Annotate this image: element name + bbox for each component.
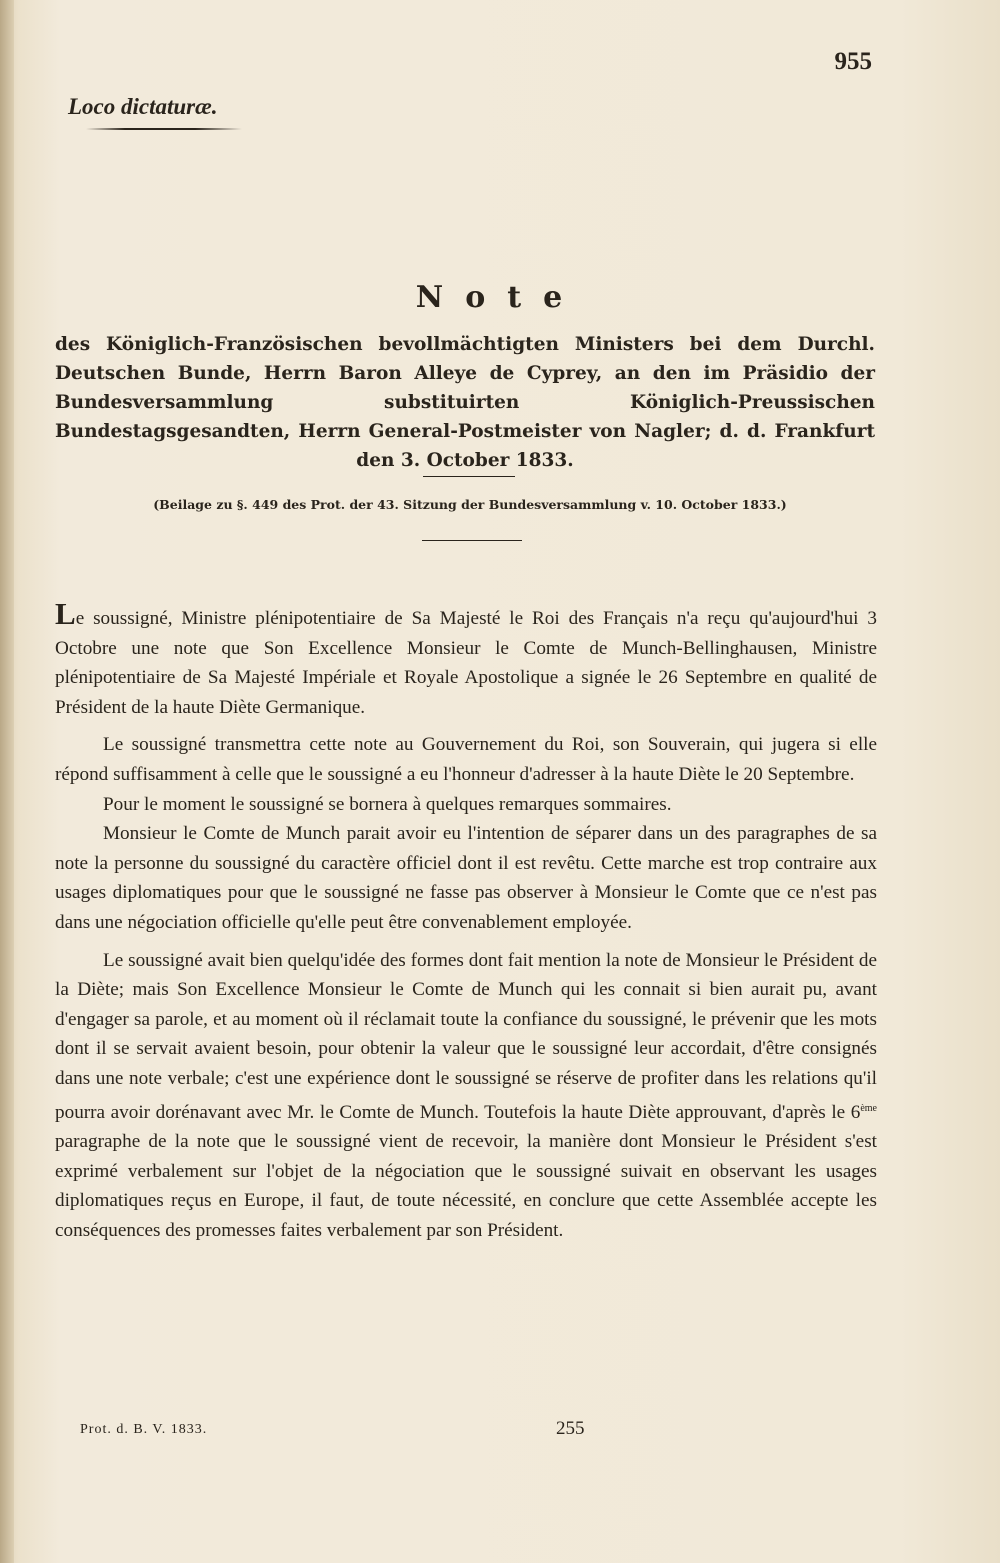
loco-underline: [86, 128, 242, 130]
divider-rule-lower: [422, 540, 522, 541]
paragraph-5: [55, 946, 877, 1246]
note-heading: des Königlich-Französischen bevollmächtigten Ministers bei dem Durchl. Deutschen Bunde, Herrn Baron Alleye de Cyprey, an den im Präsidio der Bundesversammlung substituirten Königlich-Preussischen Bundestagsgesandten, Herrn General-Postmeister von Nagler; d. d. Frankfurt den 3. October 1833.: [55, 334, 875, 471]
ordinal-superscript: ème: [860, 1102, 877, 1114]
paragraph-1: [55, 596, 877, 722]
paragraph-5-text-b: paragraphe de la note que le soussigné vient de recevoir, la manière dont Monsieur le Président s'est exprimé verbalement sur l'objet de la négociation que le soussigné suivait en observant les usages diplomatiques reçus en Europe, il faut, de toute nécessité, en conclure que cette Assemblée accepte les conséquences des promesses faites verbalement par son Président.: [55, 1131, 877, 1241]
loco-dictaturae-label: Loco dictaturæ.: [68, 94, 218, 119]
paragraph-1-text: e soussigné, Ministre plénipotentiaire de Sa Majesté le Roi des Français n'a reçu qu'aujourd'hui 3 Octobre une note que Son Excellence Monsieur le Comte de Munch-Bellinghausen, Ministre plénipotentiaire de Sa Majesté Impériale et Royale Apostolique a signée le 26 Septembre en qualité de Président de la haute Diète Germanique.: [55, 608, 877, 718]
footer-sheet-number: 255: [556, 1418, 585, 1439]
paragraph-2: Le soussigné transmettra cette note au Gouvernement du Roi, son Souverain, qui jugera si elle répond suffisamment à celle que le soussigné a eu l'honneur d'adresser à la haute Diète le 20 Septembre.: [55, 734, 877, 785]
supplement-reference: (Beilage zu §. 449 des Prot. der 43. Sitzung der Bundesversammlung v. 10. October 1833.): [153, 497, 787, 512]
note-title: Note: [415, 280, 585, 315]
paragraph-4: Monsieur le Comte de Munch parait avoir eu l'intention de séparer dans un des paragraphes de sa note la personne du soussigné du caractère officiel dont il est revêtu. Cette marche est trop contraire aux usages diplomatiques pour que le soussigné ne fasse pas observer à Monsieur le Comte que ce n'est pas dans une négociation officielle qu'elle peut être convenablement employée.: [55, 823, 877, 933]
footer-protocol-reference: Prot. d. B. V. 1833.: [80, 1422, 208, 1437]
paragraph-5-text-a: Le soussigné avait bien quelqu'idée des formes dont fait mention la note de Monsieur le Président de la Diète; mais Son Excellence Monsieur le Comte de Munch qui les connait si bien aurait pu, avant d'engager sa parole, et au moment où il réclamait toute la confiance du soussigné, le prévenir que les mots dont il se servait avaient besoin, pour obtenir la valeur que le soussigné leur accordait, d'être consignés dans une note verbale; c'est une expérience dont le soussigné se réserve de profiter dans les relations qu'il pourra avoir dorénavant avec Mr. le Comte de Munch. Toutefois la haute Diète approuvant, d'après le 6: [55, 949, 877, 1123]
page-number: 955: [834, 48, 872, 75]
divider-rule: [423, 476, 515, 477]
initial-letter: L: [55, 596, 76, 631]
page-spine-shadow: [0, 0, 14, 1563]
paragraph-3: Pour le moment le soussigné se bornera à quelques remarques sommaires.: [103, 793, 672, 815]
note-body: [55, 596, 877, 1253]
